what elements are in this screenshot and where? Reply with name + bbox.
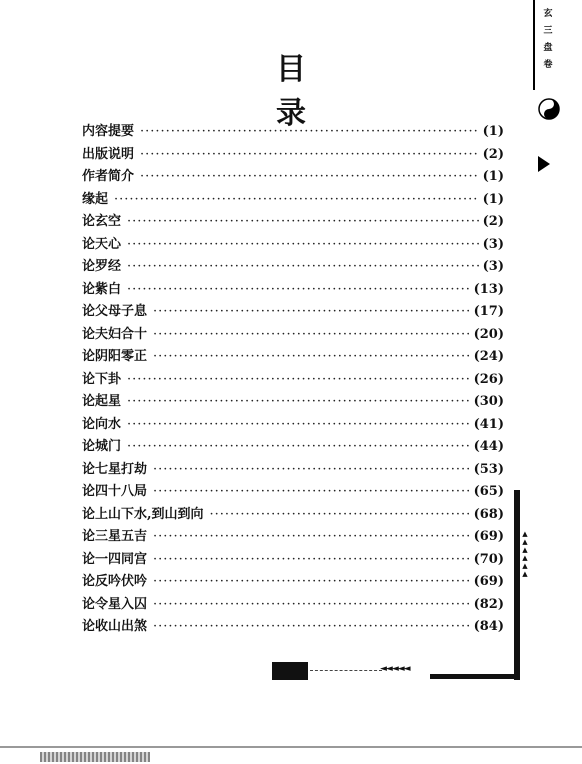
toc-entry: [82, 165, 504, 188]
toc-entry-page: (68): [473, 506, 504, 522]
side-char: 三: [543, 26, 553, 36]
toc-entry: [82, 143, 504, 166]
toc-entry: [82, 458, 504, 481]
toc-entry-page: (41): [473, 416, 504, 432]
dot-leader: [127, 394, 470, 409]
toc-entry-page: (70): [473, 551, 504, 567]
side-char: 盘: [543, 43, 553, 53]
toc-entry-page: (17): [473, 304, 504, 319]
toc-entry-page: (44): [473, 439, 504, 454]
toc-entry-title: 内容提要: [82, 124, 135, 139]
toc-entry: [82, 120, 504, 143]
toc-entry-page: (1): [482, 124, 504, 139]
toc-entry: [82, 480, 504, 503]
toc-entry: [82, 525, 504, 548]
toc-entry: [82, 368, 504, 391]
toc-entry-page: (20): [473, 326, 504, 342]
toc-entry-page: (3): [482, 236, 504, 252]
dot-leader: [140, 147, 479, 162]
dot-leader: [153, 484, 470, 499]
dot-leader: [127, 259, 479, 274]
toc-entry-page: (26): [473, 371, 504, 387]
scan-edge-rule: [0, 746, 582, 748]
margin-rule: [533, 0, 535, 90]
side-title: [541, 6, 555, 74]
dot-leader: [210, 507, 470, 522]
toc-entry-title: 缘起: [82, 191, 109, 207]
decorative-arrows-icon: ◄◄◄◄◄: [380, 664, 410, 674]
dot-leader: [153, 327, 470, 342]
toc-entry: [82, 300, 504, 323]
decorative-triangles-icon: ▲ ▲ ▲ ▲ ▲ ▲: [522, 530, 528, 578]
toc-entry-title: 论令星入囚: [82, 596, 148, 612]
toc-entry-title: 论起星: [82, 394, 122, 409]
triangle-arrow-icon: [538, 156, 550, 172]
toc-entry-page: (1): [482, 169, 504, 184]
dot-leader: [153, 462, 470, 477]
toc-entry-title: 论向水: [82, 416, 122, 432]
side-char: 卷: [543, 60, 553, 70]
dot-leader: [127, 282, 470, 297]
toc-entry: [82, 233, 504, 256]
toc-entry-title: 论三星五吉: [82, 529, 148, 544]
table-of-contents: [82, 120, 504, 638]
toc-entry: [82, 390, 504, 413]
decorative-dashes: [310, 670, 382, 671]
toc-entry-title: 论一四同宫: [82, 551, 148, 567]
toc-entry-page: (82): [473, 596, 504, 612]
toc-entry-title: 论反吟伏吟: [82, 574, 148, 589]
toc-entry: [82, 503, 504, 526]
side-char: 玄: [543, 9, 553, 19]
dot-leader: [153, 619, 470, 634]
toc-entry-page: (30): [473, 394, 504, 409]
toc-entry-page: (65): [473, 484, 504, 499]
toc-entry-title: 作者简介: [82, 169, 135, 184]
dot-leader: [153, 552, 470, 567]
toc-entry: [82, 345, 504, 368]
toc-entry-page: (2): [482, 146, 504, 162]
toc-entry-page: (84): [473, 619, 504, 634]
dot-leader: [153, 574, 470, 589]
toc-entry-title: 论紫白: [82, 281, 122, 297]
toc-entry-page: (53): [473, 461, 504, 477]
toc-entry: [82, 278, 504, 301]
toc-entry-title: 论上山下水,到山到向: [82, 506, 204, 522]
toc-entry-page: (24): [473, 349, 504, 364]
decorative-block: [272, 662, 308, 680]
toc-entry-page: (69): [473, 529, 504, 544]
toc-entry: [82, 435, 504, 458]
toc-entry: [82, 548, 504, 571]
dot-leader: [153, 529, 470, 544]
scan-artifact: [40, 752, 150, 762]
toc-entry: [82, 188, 504, 211]
toc-entry-title: 论玄空: [82, 214, 122, 229]
toc-entry-title: 论父母子息: [82, 304, 148, 319]
toc-entry: [82, 413, 504, 436]
dot-leader: [127, 417, 470, 432]
toc-entry-title: 论下卦: [82, 371, 122, 387]
toc-entry-title: 论城门: [82, 439, 122, 454]
dot-leader: [127, 439, 470, 454]
toc-entry-title: 论夫妇合十: [82, 326, 148, 342]
page-title: 目 录: [276, 52, 324, 131]
dot-leader: [127, 372, 470, 387]
toc-entry: [82, 255, 504, 278]
toc-entry-page: (69): [473, 574, 504, 589]
toc-entry-title: 论天心: [82, 236, 122, 252]
dot-leader: [140, 169, 479, 184]
toc-entry-title: 出版说明: [82, 146, 135, 162]
dot-leader: [153, 597, 470, 612]
toc-entry-title: 论罗经: [82, 259, 122, 274]
toc-entry: [82, 323, 504, 346]
toc-entry: [82, 210, 504, 233]
toc-entry: [82, 593, 504, 616]
dot-leader: [153, 349, 470, 364]
dot-leader: [140, 124, 479, 139]
toc-entry-title: 论七星打劫: [82, 461, 148, 477]
toc-entry: [82, 615, 504, 638]
dot-leader: [153, 304, 470, 319]
toc-entry-title: 论阴阳零正: [82, 349, 148, 364]
decorative-vertical-bar: [514, 490, 520, 680]
toc-entry-title: 论四十八局: [82, 484, 148, 499]
toc-entry: [82, 570, 504, 593]
toc-entry-page: (13): [473, 281, 504, 297]
toc-entry-page: (3): [482, 259, 504, 274]
toc-entry-page: (1): [482, 191, 504, 207]
dot-leader: [114, 192, 479, 207]
toc-entry-title: 论收山出煞: [82, 619, 148, 634]
yin-yang-icon: [538, 98, 560, 120]
decorative-horizontal-bar: [430, 674, 520, 679]
dot-leader: [127, 237, 479, 252]
dot-leader: [127, 214, 479, 229]
toc-entry-page: (2): [482, 214, 504, 229]
